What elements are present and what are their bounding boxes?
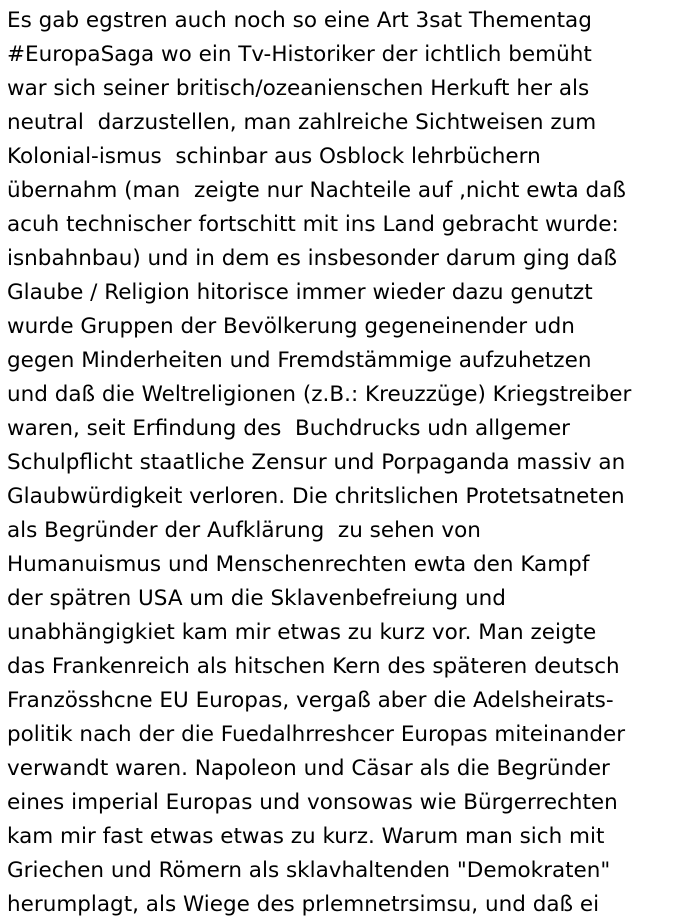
text-line: gegen Minderheiten und Fremdstämmige aufzuhetzen <box>7 348 592 373</box>
text-line: herumplagt, als Wiege des prlemnetrsimsu, und daß ei <box>7 892 600 917</box>
text-line: neutral darzustellen, man zahlreiche Sichtweisen zum <box>7 110 597 135</box>
text-line: wurde Gruppen der Bevölkerung gegeneinender udn <box>7 314 575 339</box>
text-line: eines imperial Europas und vonsowas wie Bürgerrechten <box>7 790 618 815</box>
text-line: Französshcne EU Europas, vergaß aber die Adelsheirats- <box>7 688 614 713</box>
body-text <box>7 4 682 920</box>
text-line: übernahm (man zeigte nur Nachteile auf ,nicht ewta daß <box>7 178 626 203</box>
text-line: als Begründer der Aufklärung zu sehen von <box>7 518 481 543</box>
text-line: und daß die Weltreligionen (z.B.: Kreuzzüge) Kriegstreiber <box>7 382 632 407</box>
text-line: Schulpflicht staatliche Zensur und Porpaganda massiv an <box>7 450 626 475</box>
text-line: politik nach der die Fuedalhrreshcer Europas miteinander <box>7 722 626 747</box>
text-line: #EuropaSaga wo ein Tv-Historiker der ichtlich bemüht <box>7 42 592 67</box>
text-line: kam mir fast etwas etwas zu kurz. Warum man sich mit <box>7 824 605 849</box>
text-line: Glaube / Religion hitorisce immer wieder dazu genutzt <box>7 280 593 305</box>
text-line: Kolonial-ismus schinbar aus Osblock lehrbüchern <box>7 144 541 169</box>
text-line: der spätren USA um die Sklavenbefreiung und <box>7 586 506 611</box>
text-line: isnbahnbau) und in dem es insbesonder darum ging daß <box>7 246 617 271</box>
text-line: waren, seit Erfindung des Buchdrucks udn allgemer <box>7 416 571 441</box>
text-line: Humanuismus und Menschenrechten ewta den Kampf <box>7 552 590 577</box>
text-line: das Frankenreich als hitschen Kern des späteren deutsch <box>7 654 620 679</box>
text-line: Glaubwürdigkeit verloren. Die chritslichen Protetsatneten <box>7 484 625 509</box>
text-line: Griechen und Römern als sklavhaltenden "Demokraten" <box>7 858 611 883</box>
text-line: Es gab egstren auch noch so eine Art 3sat Thementag <box>7 8 592 33</box>
text-line: unabhängigkiet kam mir etwas zu kurz vor. Man zeigte <box>7 620 597 645</box>
text-line: acuh technischer fortschitt mit ins Land gebracht wurde: <box>7 212 619 237</box>
text-line: war sich seiner britisch/ozeanienschen Herkuft her als <box>7 76 590 101</box>
text-line: verwandt waren. Napoleon und Cäsar als die Begründer <box>7 756 610 781</box>
